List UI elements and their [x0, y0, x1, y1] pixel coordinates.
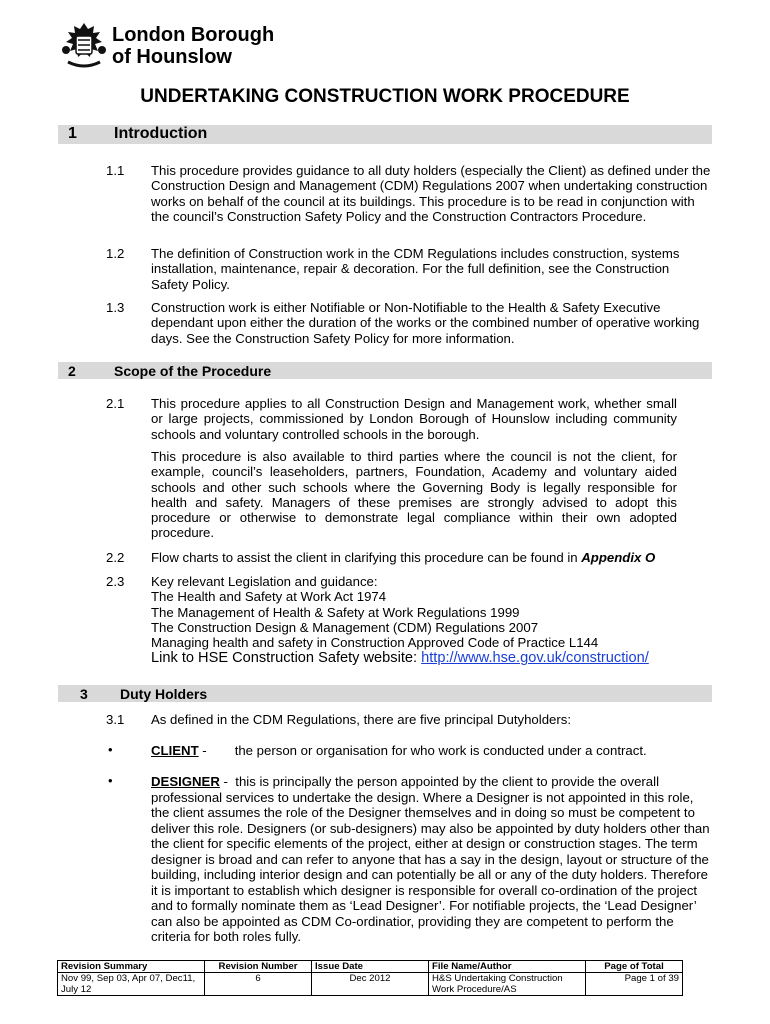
- para-3-1-number: 3.1: [106, 712, 125, 727]
- legislation-item: The Health and Safety at Work Act 1974: [151, 589, 387, 605]
- footer-header-revision-number: Revision Number: [205, 961, 312, 973]
- footer-value-row: [58, 973, 683, 996]
- section-1-number: 1: [68, 125, 77, 142]
- designer-definition: [151, 774, 713, 945]
- section-3-title: Duty Holders: [120, 686, 208, 702]
- para-2-1-number: 2.1: [106, 396, 125, 411]
- legislation-item: The Management of Health & Safety at Work Regulations 1999: [151, 604, 520, 620]
- appendix-reference: Appendix O: [581, 550, 656, 565]
- bullet-icon: •: [108, 773, 113, 788]
- footer-header-page-of-total: Page of Total: [586, 961, 683, 973]
- legislation-heading: Key relevant Legislation and guidance:: [151, 574, 378, 589]
- para-1-3-number: 1.3: [106, 300, 125, 315]
- footer-page-of-total: Page 1 of 39: [586, 973, 683, 996]
- org-name-line1: London Borough: [112, 24, 275, 46]
- footer-header-row: [58, 961, 683, 973]
- coat-of-arms-icon: [58, 20, 110, 72]
- section-2-title: Scope of the Procedure: [114, 363, 272, 379]
- legislation-item: The Construction Design & Management (CDM) Regulations 2007: [151, 619, 539, 635]
- footer-header-revision-summary: Revision Summary: [58, 961, 205, 973]
- para-1-1: This procedure provides guidance to all duty holders (especially the Client) as defined under the Construction Design and Management (CDM) Regulations 2007 when undertaking construction works on behalf of the council at its buildings. This procedure is to be read in conjunction with the council’s Construction Safety Policy and the Construction Contractors Procedure.: [151, 163, 711, 224]
- para-2-1-extra: This procedure is also available to third parties where the council is not the client, for example, council’s leaseholders, partners, Foundation, Academy and voluntary aided schools and other such schools where the Governing Body is legally responsible for health and safety. Managers of these premises are strongly advised to adopt this procedure or otherwise to demonstrate legal compliance within their own adopted procedure.: [151, 449, 677, 541]
- hse-link-label: Link to HSE Construction Safety website:: [151, 650, 422, 667]
- client-separator: -: [198, 743, 207, 758]
- para-2-2-text: Flow charts to assist the client in clarifying this procedure can be found in: [151, 550, 582, 565]
- para-2-1: This procedure applies to all Construction Design and Management work, whether small or large projects, commissioned by London Borough of Hounslow including community schools and voluntary controlled schools in the borough.: [151, 396, 677, 442]
- section-2-number: 2: [68, 363, 76, 379]
- legislation-item: Managing health and safety in Construction Approved Code of Practice L144: [151, 635, 599, 651]
- para-3-1: As defined in the CDM Regulations, there are five principal Dutyholders:: [151, 712, 572, 727]
- para-2-2: [151, 550, 711, 565]
- revision-footer-table: [57, 960, 683, 996]
- para-2-2-number: 2.2: [106, 550, 125, 565]
- footer-issue-date: Dec 2012: [312, 973, 429, 996]
- hse-construction-link[interactable]: http://www.hse.gov.uk/construction/: [421, 650, 649, 667]
- para-1-2: The definition of Construction work in the CDM Regulations includes construction, systems installation, maintenance, repair & decoration. For the full definition, see the Construction Safety Policy.: [151, 246, 680, 292]
- org-name-line2: of Hounslow: [112, 46, 232, 68]
- section-1-title: Introduction: [114, 125, 208, 142]
- designer-term: DESIGNER: [151, 774, 220, 789]
- para-1-3: Construction work is either Notifiable or Non-Notifiable to the Health & Safety Executive dependant upon either the duration of the works or the combined number of operative working days. See the Construction Safety Policy for more information.: [151, 300, 700, 346]
- footer-file-name: H&S Undertaking Construction Work Procedure/AS: [429, 973, 586, 996]
- client-term: CLIENT: [151, 743, 199, 758]
- para-1-2-number: 1.2: [106, 246, 125, 261]
- client-text: the person or organisation for who work is conducted under a contract.: [234, 743, 647, 758]
- para-2-3: [151, 574, 711, 666]
- para-2-3-number: 2.3: [106, 574, 125, 589]
- footer-header-file-name: File Name/Author: [429, 961, 586, 973]
- org-name: [112, 24, 274, 68]
- bullet-icon: •: [108, 742, 113, 757]
- page-title: UNDERTAKING CONSTRUCTION WORK PROCEDURE: [140, 86, 630, 107]
- footer-revision-summary: Nov 99, Sep 03, Apr 07, Dec11, July 12: [58, 973, 205, 996]
- para-1-1-number: 1.1: [106, 163, 125, 178]
- designer-text: this is principally the person appointed by the client to provide the overall professional services to undertake the design. Where a Designer is not appointed in this role, the client assumes the role of the Designer themselves and in doing so must be competent to deliver this role. Designers (or sub-designers) may also be appointed by duty holders other than the client for specific elements of the project, either at design or construction stages. The term designer is broad and can refer to anyone that has a say in the design, layout or structure of the building, including interior design and can potentially be all or any of the duty holders. Therefore it is important to establish which designer is responsible for overall co-ordination of the project and to formally nominate them as ‘Lead Designer’. For notifiable projects, the ‘Lead Designer’ can also be appointed as CDM Co-ordinatior, providing they are competent to perform the criteria for both roles fully.: [151, 774, 710, 944]
- hse-link-line: [151, 650, 711, 666]
- section-3-number: 3: [80, 686, 88, 702]
- designer-separator: -: [219, 774, 228, 789]
- footer-revision-number: 6: [205, 973, 312, 996]
- footer-header-issue-date: Issue Date: [312, 961, 429, 973]
- client-definition: [151, 743, 711, 758]
